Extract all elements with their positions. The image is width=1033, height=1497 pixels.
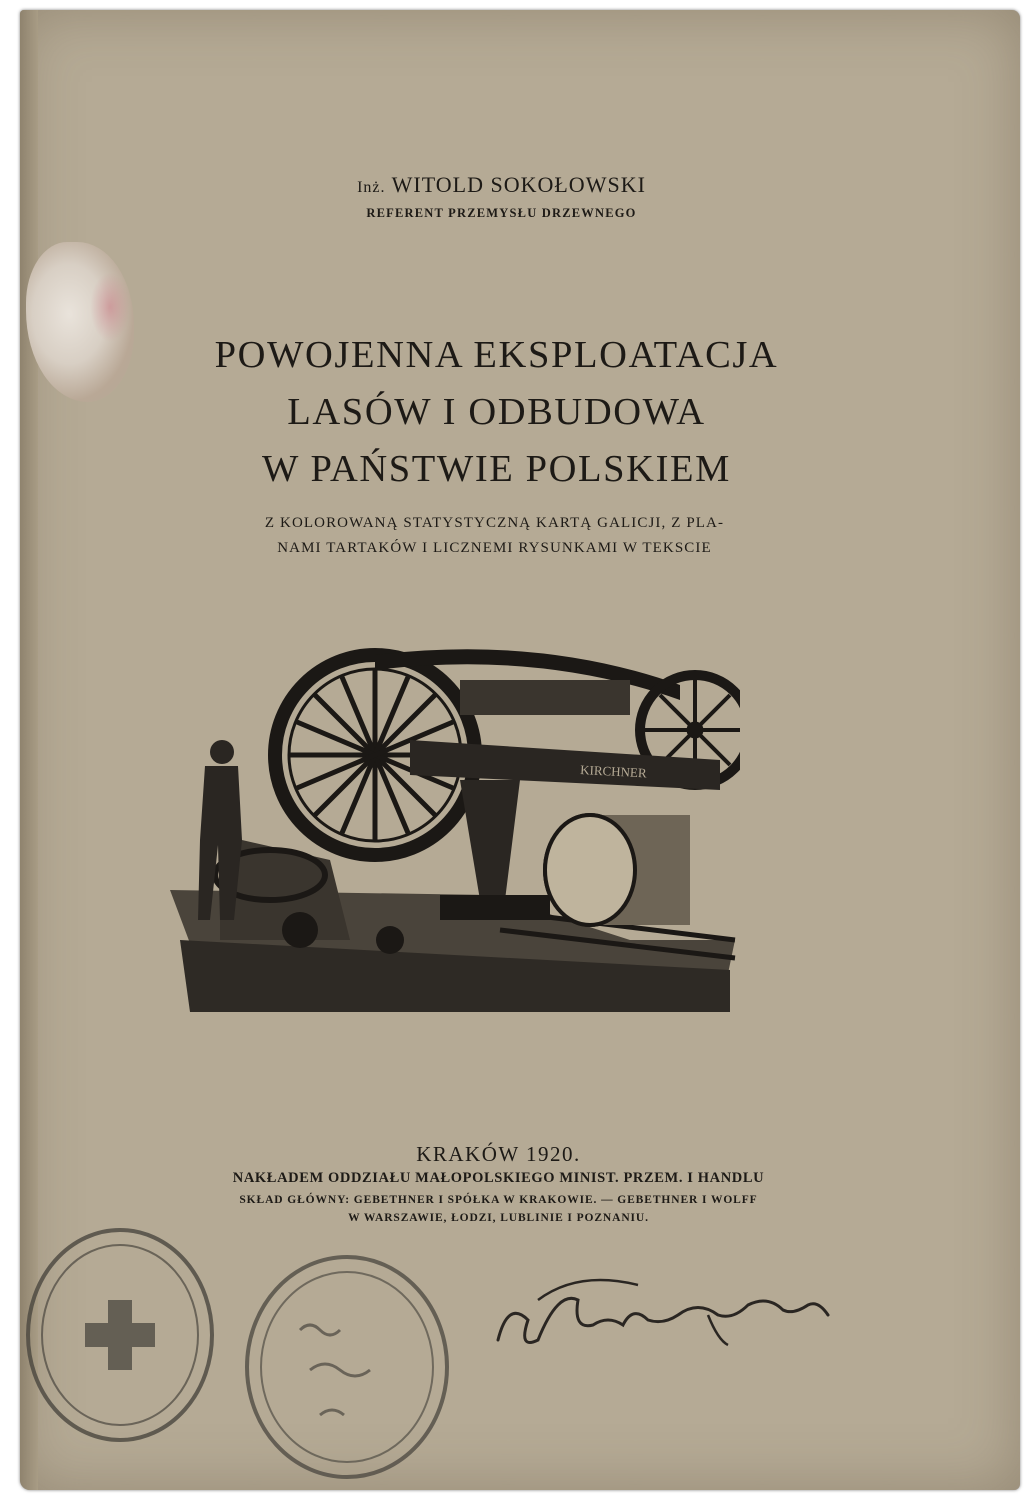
band-saw-engraving [160, 640, 740, 1012]
title-line-1: POWOJENNA EKSPLOATACJA [214, 334, 779, 376]
imprint-distribution-2: W WARSZAWIE, ŁODZI, LUBLINIE I POZNANIU. [348, 1212, 649, 1224]
author-name: WITOLD SOKOŁOWSKI [391, 172, 646, 197]
handwritten-signature [478, 1270, 858, 1380]
imprint-publisher: NAKŁADEM ODDZIAŁU MAŁOPOLSKIEGO MINIST. PRZEM. I HANDLU [232, 1170, 765, 1186]
imprint-distribution-1: SKŁAD GŁÓWNY: GEBETHNER I SPÓŁKA W KRAKOWIE. — GEBETHNER I WOLFF [239, 1194, 758, 1206]
subtitle-line-2: NAMI TARTAKÓW I LICZNEMI RYSUNKAMI W TEKSCIE [277, 540, 712, 556]
round-stamp-right [240, 1250, 455, 1485]
author-role: REFERENT PRZEMYSŁU DRZEWNEGO [366, 206, 637, 220]
author-prefix: Inż. [357, 179, 386, 196]
author-line [0, 172, 1018, 198]
subtitle-line-1: Z KOLOROWANĄ STATYSTYCZNĄ KARTĄ GALICJI, Z PLA- [264, 515, 725, 531]
worker-figure [198, 740, 242, 920]
round-stamp-left [20, 1220, 220, 1450]
machine-label: KIRCHNER [579, 762, 647, 781]
stain-mark [90, 272, 130, 342]
title-line-2: LASÓW I ODBUDOWA [287, 391, 706, 433]
imprint-city-year: KRAKÓW 1920. [416, 1142, 581, 1166]
title-line-3: W PAŃSTWIE POLSKIEM [262, 448, 731, 490]
